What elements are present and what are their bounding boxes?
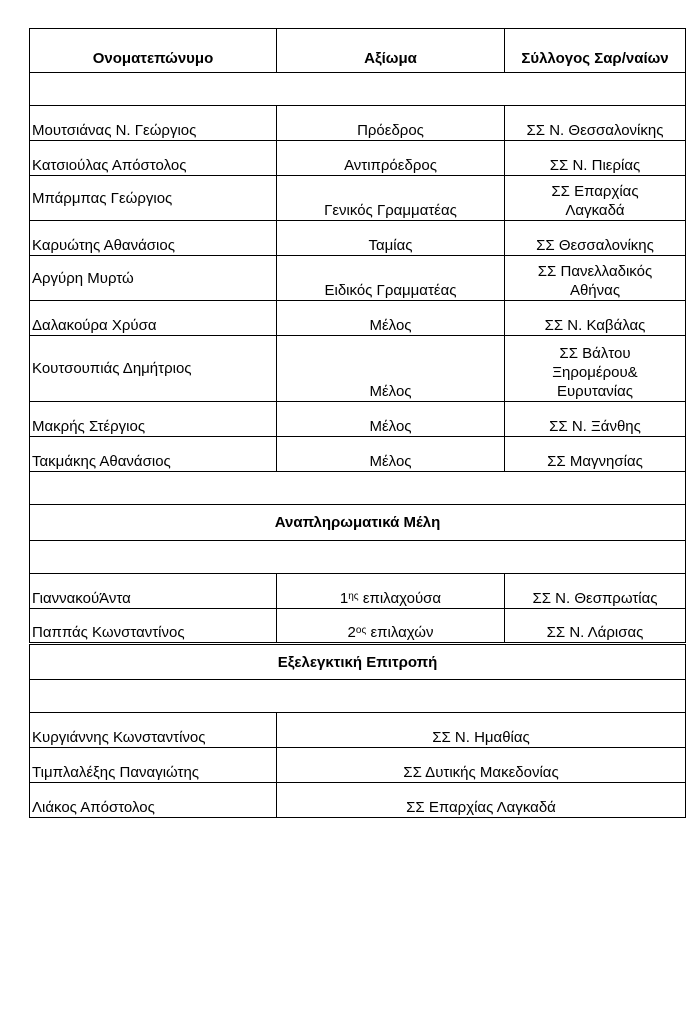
member-position: Μέλος <box>277 301 505 336</box>
member-association: ΣΣ Πανελλαδικός Αθήνας <box>505 256 686 301</box>
member-association: ΣΣ Ν. Πιερίας <box>505 141 686 176</box>
table-row <box>30 301 686 336</box>
header-name: Ονοματεπώνυμο <box>30 29 277 73</box>
blank-row <box>30 73 686 106</box>
table-row <box>30 437 686 472</box>
member-name: Αργύρη Μυρτώ <box>30 256 277 301</box>
member-name: Μπάρμπας Γεώργιος <box>30 176 277 221</box>
blank-row <box>30 680 686 713</box>
member-association: ΣΣ Μαγνησίας <box>505 437 686 472</box>
alternate-position <box>277 609 505 644</box>
table-row <box>30 713 686 748</box>
blank-row <box>30 472 686 505</box>
member-name: Καρυώτης Αθανάσιος <box>30 221 277 256</box>
member-position: Αντιπρόεδρος <box>277 141 505 176</box>
audit-name: Κυργιάννης Κωνσταντίνος <box>30 713 277 748</box>
member-name: Δαλακούρα Χρύσα <box>30 301 277 336</box>
table-row <box>30 748 686 783</box>
table-row <box>30 574 686 609</box>
alternate-name: Παππάς Κωνσταντίνος <box>30 609 277 644</box>
alternate-ordinal: 2 <box>347 624 356 641</box>
member-position: Πρόεδρος <box>277 106 505 141</box>
header-position: Αξίωμα <box>277 29 505 73</box>
audit-association: ΣΣ Δυτικής Μακεδονίας <box>277 748 686 783</box>
member-name: Μουτσιάνας Ν. Γεώργιος <box>30 106 277 141</box>
member-position: Μέλος <box>277 336 505 402</box>
audit-association: ΣΣ Επαρχίας Λαγκαδά <box>277 783 686 818</box>
alternate-association: ΣΣ Ν. Λάρισας <box>505 609 686 644</box>
table-row <box>30 221 686 256</box>
table-row <box>30 141 686 176</box>
audit-association: ΣΣ Ν. Ημαθίας <box>277 713 686 748</box>
member-association: ΣΣ Επαρχίας Λαγκαδά <box>505 176 686 221</box>
alternate-position-word: επιλαχούσα <box>362 590 442 607</box>
member-association: ΣΣ Θεσσαλονίκης <box>505 221 686 256</box>
alternate-association: ΣΣ Ν. Θεσπρωτίας <box>505 574 686 609</box>
table-row <box>30 256 686 301</box>
table-row <box>30 402 686 437</box>
section-heading-row <box>30 505 686 541</box>
alternate-ordinal-suffix: ος <box>355 625 367 636</box>
member-association: ΣΣ Βάλτου Ξηρομέρου& Ευρυτανίας <box>505 336 686 402</box>
alternate-ordinal-suffix: ης <box>348 591 359 602</box>
blank-row <box>30 541 686 574</box>
table-row <box>30 783 686 818</box>
board-members-table <box>29 28 686 818</box>
member-position: Μέλος <box>277 402 505 437</box>
alternates-title: Αναπληρωματικά Μέλη <box>30 505 686 541</box>
audit-name: Τιμπλαλέξης Παναγιώτης <box>30 748 277 783</box>
table-row <box>30 609 686 644</box>
member-association: ΣΣ Ν. Θεσσαλονίκης <box>505 106 686 141</box>
table-header-row <box>30 29 686 73</box>
member-association: ΣΣ Ν. Ξάνθης <box>505 402 686 437</box>
member-association: ΣΣ Ν. Καβάλας <box>505 301 686 336</box>
audit-name: Λιάκος Απόστολος <box>30 783 277 818</box>
member-position: Μέλος <box>277 437 505 472</box>
member-name: Τακμάκης Αθανάσιος <box>30 437 277 472</box>
table-row <box>30 176 686 221</box>
table-row <box>30 106 686 141</box>
audit-title: Εξελεγκτική Επιτροπή <box>30 644 686 680</box>
section-heading-row <box>30 644 686 680</box>
alternate-position <box>277 574 505 609</box>
alternate-position-word: επιλαχών <box>370 624 434 641</box>
header-association: Σύλλογος Σαρ/ναίων <box>505 29 686 73</box>
member-name: Κατσιούλας Απόστολος <box>30 141 277 176</box>
member-name: Κουτσουπιάς Δημήτριος <box>30 336 277 402</box>
table-row <box>30 336 686 402</box>
alternate-name: ΓιαννακούΆντα <box>30 574 277 609</box>
member-position: Ταμίας <box>277 221 505 256</box>
member-name: Μακρής Στέργιος <box>30 402 277 437</box>
member-position: Γενικός Γραμματέας <box>277 176 505 221</box>
member-position: Ειδικός Γραμματέας <box>277 256 505 301</box>
alternate-ordinal: 1 <box>339 590 349 607</box>
